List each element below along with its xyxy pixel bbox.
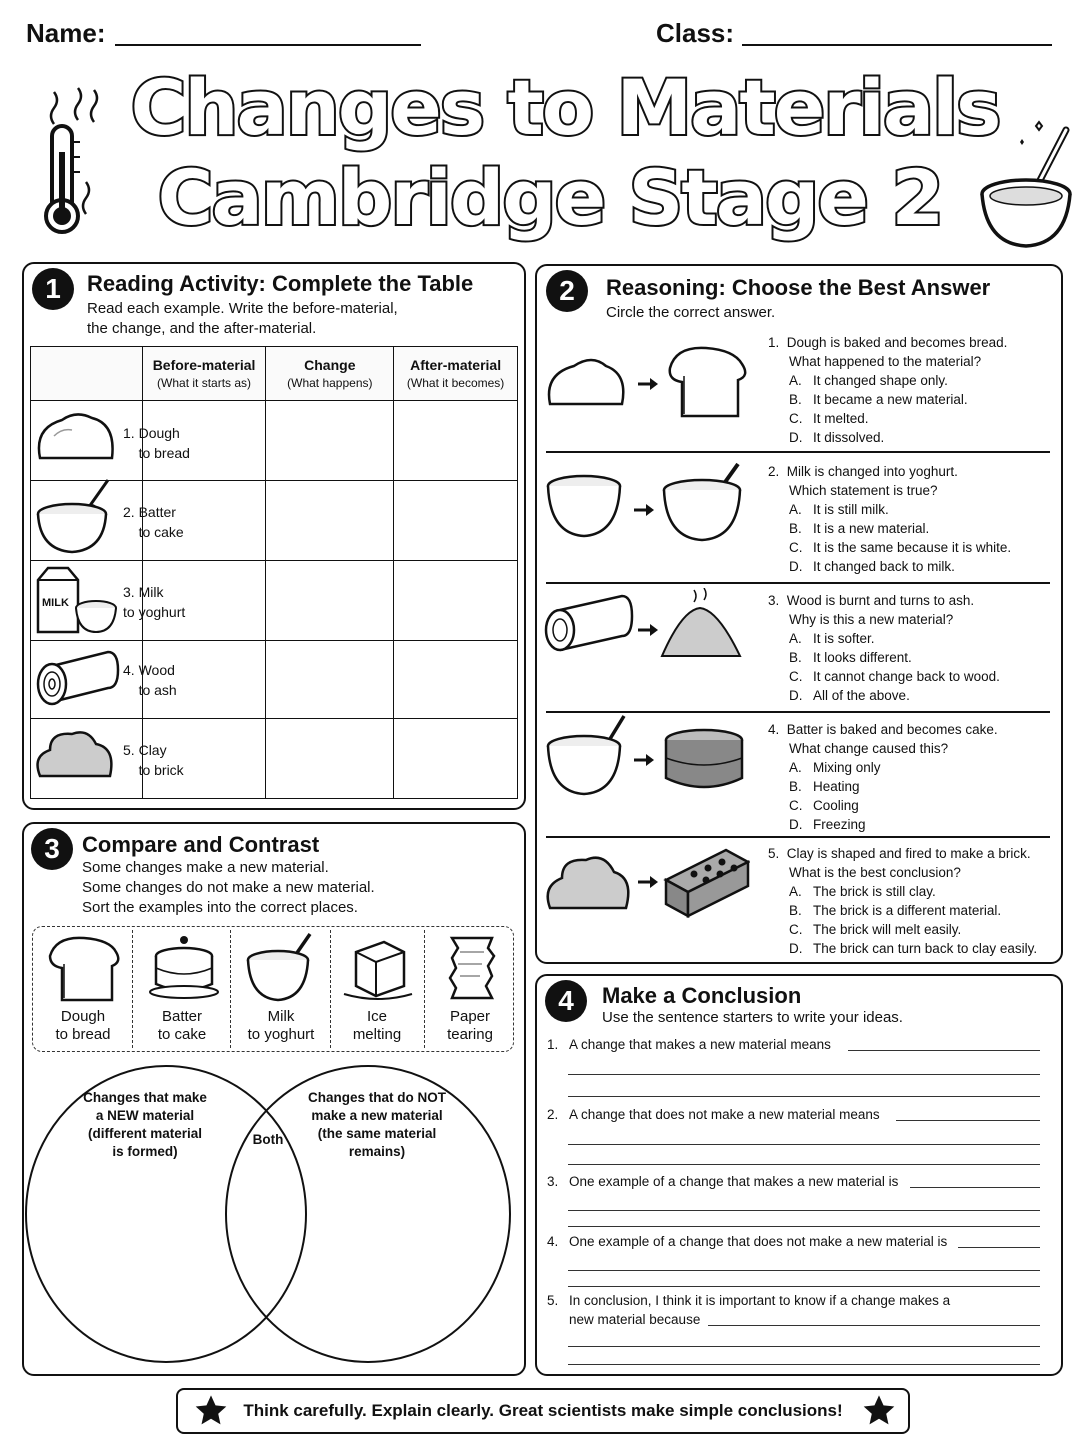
sort-item-paper[interactable]: Paper tearing bbox=[447, 1008, 493, 1043]
answer-line[interactable] bbox=[958, 1247, 1040, 1248]
answer-line[interactable] bbox=[568, 1270, 1040, 1271]
torn-paper-icon bbox=[436, 934, 502, 1002]
answer-line[interactable] bbox=[910, 1187, 1040, 1188]
divider bbox=[546, 582, 1050, 584]
cake-icon bbox=[146, 934, 222, 1000]
batter-bowl-icon bbox=[548, 716, 624, 794]
brick-icon bbox=[666, 850, 748, 916]
answer-line[interactable] bbox=[568, 1164, 1040, 1165]
question-2: 2. Milk is changed into yoghurt. Which statement is true? A. It is still milk. B. It is a new material. C. It is the same because it is white. D. It changed back to milk. bbox=[768, 464, 1012, 574]
cake-icon bbox=[666, 730, 742, 787]
footer-banner bbox=[176, 1388, 910, 1434]
after-cell[interactable] bbox=[394, 401, 518, 481]
section-3-number: 3 bbox=[31, 828, 73, 870]
row-5-label: 5. Clay to brick bbox=[123, 742, 184, 778]
answer-option[interactable]: C. It cannot change back to wood. bbox=[789, 669, 1000, 684]
change-cell[interactable] bbox=[266, 719, 394, 799]
name-line[interactable] bbox=[115, 44, 421, 46]
row-1-label: 1. Dough to bread bbox=[123, 425, 190, 461]
after-cell[interactable] bbox=[394, 641, 518, 719]
after-cell[interactable] bbox=[394, 719, 518, 799]
section-1-title: Reading Activity: Complete the Table bbox=[87, 271, 474, 296]
col-after: After-material (What it becomes) bbox=[394, 347, 518, 401]
answer-option[interactable]: C. It is the same because it is white. bbox=[789, 540, 1012, 555]
section-2-instructions: Circle the correct answer. bbox=[606, 304, 776, 321]
answer-option[interactable]: C. Cooling bbox=[789, 798, 859, 813]
venn-right-label: Changes that do NOT make a new material (the same material remains) bbox=[308, 1090, 446, 1159]
prompt-5: 5. In conclusion, I think it is important to know if a change makes a bbox=[547, 1293, 951, 1308]
ice-cube-icon bbox=[340, 936, 416, 1002]
question-1: 1. Dough is baked and becomes bread. What happened to the material? A. It changed shape only. B. It became a new material. C. It melted. D. It dissolved. bbox=[768, 335, 1008, 445]
answer-option[interactable]: A. The brick is still clay. bbox=[789, 884, 936, 899]
after-cell[interactable] bbox=[394, 561, 518, 641]
dough-icon bbox=[549, 360, 623, 404]
answer-option[interactable]: D. The brick can turn back to clay easily. bbox=[789, 941, 1038, 956]
answer-line[interactable] bbox=[568, 1364, 1040, 1365]
answer-option[interactable]: D. It changed back to milk. bbox=[789, 559, 955, 574]
sort-item-batter[interactable]: Batter to cake bbox=[157, 1008, 207, 1043]
change-cell[interactable] bbox=[266, 401, 394, 481]
after-cell[interactable] bbox=[394, 481, 518, 561]
milk-carton-icon bbox=[34, 562, 120, 636]
row-3-label: 3. Milk to yoghurt bbox=[123, 584, 186, 620]
divider bbox=[546, 711, 1050, 713]
section-4-title: Make a Conclusion bbox=[602, 983, 802, 1008]
section-2-number: 2 bbox=[546, 270, 588, 312]
question-3: 3. Wood is burnt and turns to ash. Why is this a new material? A. It is softer. B. It looks different. C. It cannot change back to wood. D. All of the above. bbox=[768, 593, 1000, 703]
bread-icon bbox=[670, 348, 745, 416]
answer-line[interactable] bbox=[848, 1050, 1040, 1051]
class-label: Class: bbox=[656, 18, 735, 48]
title-line-2: Cambridge Stage 2 bbox=[157, 153, 943, 242]
row-2-label: 2. Batter to cake bbox=[123, 504, 184, 540]
col-change: Change (What happens) bbox=[266, 347, 394, 401]
dough-icon bbox=[34, 408, 118, 468]
question-4: 4. Batter is baked and becomes cake. What change caused this? A. Mixing only B. Heating C. Cooling D. Freezing bbox=[768, 722, 998, 832]
answer-option[interactable]: B. It is a new material. bbox=[789, 521, 930, 536]
prompt-2: 2. A change that does not make a new material means bbox=[547, 1107, 880, 1122]
sort-item-milk[interactable]: Milk to yoghurt bbox=[247, 1008, 315, 1043]
section-4-number: 4 bbox=[545, 980, 587, 1022]
log-icon bbox=[34, 648, 120, 710]
yoghurt-bowl-icon bbox=[244, 930, 318, 1002]
answer-option[interactable]: D. All of the above. bbox=[789, 688, 910, 703]
change-cell[interactable] bbox=[266, 561, 394, 641]
answer-option[interactable]: C. It melted. bbox=[789, 411, 869, 426]
title-line-1: Changes to Materials bbox=[130, 63, 1000, 152]
venn-left-label: Changes that make a NEW material (different material is formed) bbox=[83, 1090, 207, 1159]
clay-icon bbox=[34, 726, 116, 786]
star-icon bbox=[194, 1394, 228, 1428]
answer-option[interactable]: B. Heating bbox=[789, 779, 860, 794]
mixing-bowl-icon bbox=[976, 116, 1076, 252]
answer-option[interactable]: B. It became a new material. bbox=[789, 392, 968, 407]
question-5: 5. Clay is shaped and fired to make a brick. What is the best conclusion? A. The brick is still clay. B. The brick is a different material. C. The brick will melt easily. D. The brick can turn back to clay easily. bbox=[768, 846, 1038, 956]
q3-pictures bbox=[544, 588, 746, 668]
q5-pictures bbox=[544, 844, 750, 918]
svg-text:MILK: MILK bbox=[42, 597, 69, 609]
prompt-1: 1. A change that makes a new material means bbox=[547, 1037, 831, 1052]
answer-option[interactable]: B. The brick is a different material. bbox=[789, 903, 1002, 918]
answer-option[interactable]: D. It dissolved. bbox=[789, 430, 885, 445]
answer-line[interactable] bbox=[568, 1074, 1040, 1075]
batter-bowl-icon bbox=[36, 474, 120, 556]
answer-line[interactable] bbox=[568, 1226, 1040, 1227]
divider bbox=[546, 836, 1050, 838]
answer-line[interactable] bbox=[568, 1286, 1040, 1287]
prompt-5-continued: new material because bbox=[569, 1312, 701, 1327]
answer-line[interactable] bbox=[896, 1120, 1040, 1121]
section-1-number: 1 bbox=[32, 268, 74, 310]
venn-middle-label: Both bbox=[252, 1132, 284, 1147]
row-4-label: 4. Wood to ash bbox=[123, 662, 177, 698]
q1-pictures bbox=[544, 346, 750, 422]
q4-pictures bbox=[546, 712, 750, 796]
star-icon bbox=[862, 1394, 896, 1428]
milk-bowl-icon bbox=[548, 476, 620, 536]
change-cell[interactable] bbox=[266, 481, 394, 561]
thermometer-icon bbox=[36, 82, 116, 246]
answer-option[interactable]: A. It changed shape only. bbox=[789, 373, 948, 388]
answer-line[interactable] bbox=[568, 1144, 1040, 1145]
answer-option[interactable]: C. The brick will melt easily. bbox=[789, 922, 962, 937]
answer-line[interactable] bbox=[708, 1325, 1040, 1326]
section-2-title: Reasoning: Choose the Best Answer bbox=[606, 275, 991, 300]
ash-pile-icon bbox=[662, 588, 740, 656]
yoghurt-bowl-icon bbox=[664, 464, 740, 540]
divider bbox=[230, 930, 231, 1048]
section-3-instructions: Some changes make a new material. Some changes do not make a new material. Sort the examples into the correct places. bbox=[82, 859, 375, 916]
answer-option[interactable]: A. It is still milk. bbox=[789, 502, 889, 517]
answer-option[interactable]: A. Mixing only bbox=[789, 760, 881, 775]
divider bbox=[330, 930, 331, 1048]
divider bbox=[546, 451, 1050, 453]
sort-item-ice[interactable]: Ice melting bbox=[352, 1008, 402, 1043]
answer-line[interactable] bbox=[568, 1346, 1040, 1347]
bread-icon bbox=[46, 936, 122, 1002]
class-line[interactable] bbox=[742, 44, 1052, 46]
answer-option[interactable]: D. Freezing bbox=[789, 817, 866, 832]
section-1-instructions: Read each example. Write the before-material, the change, and the after-material. bbox=[87, 300, 398, 337]
answer-option[interactable]: A. It is softer. bbox=[789, 631, 875, 646]
name-label: Name: bbox=[26, 18, 106, 48]
section-3-title: Compare and Contrast bbox=[82, 832, 320, 857]
answer-line[interactable] bbox=[568, 1096, 1040, 1097]
prompt-3: 3. One example of a change that makes a new material is bbox=[547, 1174, 899, 1189]
answer-option[interactable]: B. It looks different. bbox=[789, 650, 912, 665]
change-cell[interactable] bbox=[266, 641, 394, 719]
table-corner bbox=[31, 347, 143, 401]
col-before: Before-material (What it starts as) bbox=[142, 347, 266, 401]
section-4-instructions: Use the sentence starters to write your ideas. bbox=[602, 1009, 903, 1026]
divider bbox=[132, 930, 133, 1048]
answer-line[interactable] bbox=[568, 1210, 1040, 1211]
divider bbox=[424, 930, 425, 1048]
clay-icon bbox=[548, 858, 629, 908]
sort-item-dough[interactable]: Dough to bread bbox=[55, 1008, 111, 1043]
footer-text: Think carefully. Explain clearly. Great scientists make simple conclusions! bbox=[243, 1401, 843, 1420]
q2-pictures bbox=[546, 462, 752, 544]
log-icon bbox=[546, 596, 632, 650]
prompt-4: 4. One example of a change that does not make a new material is bbox=[547, 1234, 948, 1249]
